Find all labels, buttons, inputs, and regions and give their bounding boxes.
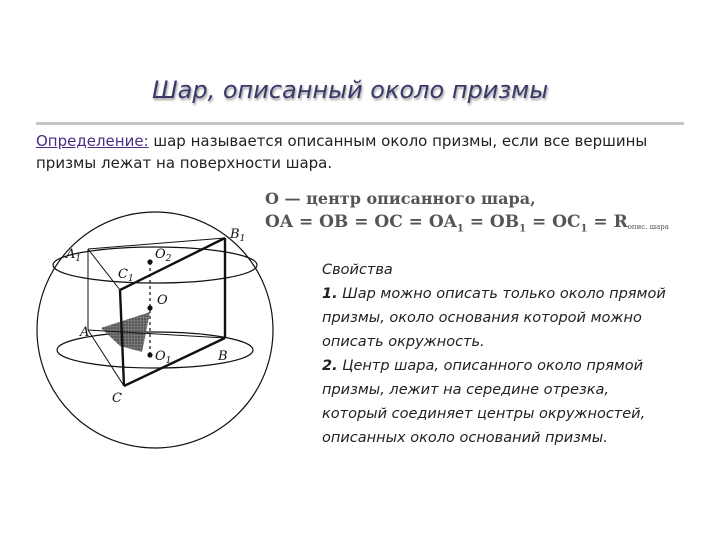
formula-term: C: [389, 212, 403, 232]
formula-term: O: [265, 212, 280, 232]
label-subscript: 1: [165, 356, 172, 366]
label-o2: [155, 247, 172, 264]
label-letter: B: [230, 227, 240, 242]
label-letter: O: [155, 247, 166, 262]
property-2-text: Центр шара, описанного около прямой призмы, лежит на середине отрезка, который соединяет центры окружностей, описанных около оснований призмы.: [322, 358, 646, 446]
slide-title: Шар, описанный около призмы: [152, 76, 549, 104]
formula-term: B: [333, 212, 349, 232]
label-subscript: 1: [75, 254, 82, 264]
formula-sub: 1: [456, 223, 464, 235]
label-c1: [118, 267, 134, 284]
point-o: [147, 305, 152, 310]
properties-heading: Свойства: [322, 262, 393, 278]
formula-term: B: [504, 212, 520, 232]
formula-term: O: [489, 212, 505, 232]
formula-radius: R: [613, 212, 628, 232]
formula-line-center: O — центр описанного шара,: [265, 189, 536, 208]
formula-eq: =: [408, 212, 423, 232]
formula-eq: =: [593, 212, 608, 232]
formula-term: O: [428, 212, 444, 232]
formula-term: O: [552, 212, 567, 232]
label-b1: [229, 227, 245, 244]
label-o1: [155, 349, 171, 366]
property-2-number: 2.: [322, 358, 338, 374]
point-o1: [147, 352, 152, 357]
property-1-text: Шар можно описать только около прямой призмы, около основания которой можно описать окружность.: [322, 286, 666, 350]
property-2: [322, 358, 645, 446]
formula-eq: =: [531, 212, 547, 232]
formula-eq: =: [298, 212, 314, 232]
label-subscript: 1: [239, 234, 246, 244]
label-subscript: 1: [127, 274, 134, 284]
label-subscript: 2: [165, 254, 172, 264]
property-1-number: 1.: [322, 286, 338, 302]
formula-sub: 1: [519, 223, 527, 235]
formula-term: A: [443, 212, 457, 232]
label-a: A: [80, 325, 90, 340]
formula-radius-subscript: опис. шара: [627, 223, 669, 231]
formula-term: C: [566, 212, 581, 232]
definition-text: шар называется описанным около призмы, если все вершины призмы лежат на поверхности шара.: [36, 132, 648, 172]
edge-a1c1: [88, 249, 120, 290]
formula-term: A: [279, 212, 294, 232]
formula-eq: =: [354, 212, 369, 232]
label-letter: C: [118, 267, 128, 282]
formula-sub: 1: [580, 223, 588, 235]
label-letter: A: [66, 247, 76, 262]
label-letter: O: [155, 349, 166, 364]
label-b: B: [218, 349, 228, 364]
label-o: O: [157, 293, 168, 308]
formula-term: O: [374, 212, 390, 232]
label-a1: [65, 247, 81, 264]
property-1: [322, 286, 666, 350]
definition-label: Определение:: [36, 132, 149, 150]
properties-block: [322, 258, 672, 450]
formula-term: O: [319, 212, 334, 232]
point-o2: [147, 259, 152, 264]
label-c: C: [112, 391, 122, 406]
formula-eq: =: [469, 212, 484, 232]
